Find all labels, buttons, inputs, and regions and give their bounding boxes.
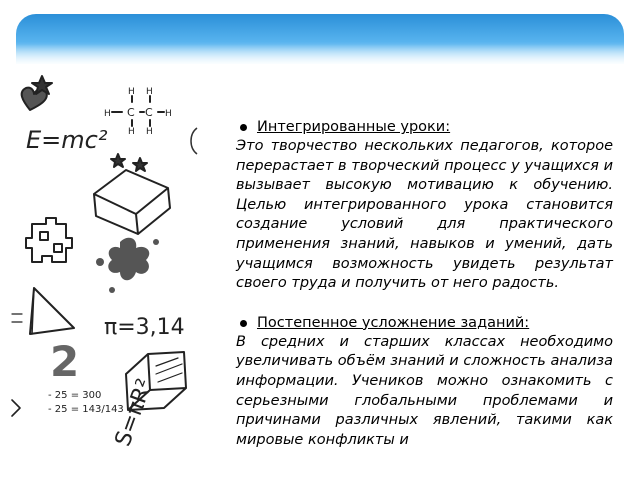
heading-gradual-complication: Постепенное усложнение заданий: [257,314,530,331]
star-icon-3 [133,158,147,171]
atom-c1: C [127,106,135,119]
atom-h6: H [146,127,153,137]
pi-formula: π=3,14 [104,315,185,340]
emc2-formula: E=mc² [26,126,108,154]
slide-content [236,118,613,450]
triangle-icon [30,288,74,334]
bullet-dot [240,320,247,327]
circle-area-formula: S=πR² [110,375,159,450]
atom-c2: C [145,106,153,119]
bracket-mark [187,126,201,156]
atom-h2: H [146,87,153,97]
math-doodles [8,66,208,480]
paragraph-integrated-lessons: Это творчество нескольких педагогов, которое перерастает в творческий процесс у учащихся и вызывает высокую мотивацию к обучению. Целью интегрированного урока становится создание условий для практического применения знаний, навыков и умений, дать учащимся возможность увидеть результат своего труда и получить от него радость. [236,138,613,292]
header-banner-fade [16,44,624,66]
arith-line-1: - 25 = 300 [48,390,102,401]
paint-splat-icon [108,238,149,281]
bullet-gradual-complication [236,314,613,333]
paragraph-gradual-complication: В средних и старших классах необходимо увеличивать объём знаний и сложность анализа информации. Учеников можно ознакомить с серьезными глобальными проблемами и причинами различных явлений, такими как мировые конфликты и [236,333,613,448]
atom-h1: H [128,87,135,97]
atom-h5: H [128,127,135,137]
arith-line-2: - 25 = 143/143 [48,404,124,415]
star-icon-2 [111,154,125,167]
prism-icon [94,170,170,234]
atom-h4: H [165,109,172,119]
bullet-dot [240,124,247,131]
digit-two: 2 [50,337,80,386]
atom-h3: H [104,109,111,119]
bullet-integrated-lessons [236,118,613,137]
heading-integrated-lessons: Интегрированные уроки: [257,119,451,135]
